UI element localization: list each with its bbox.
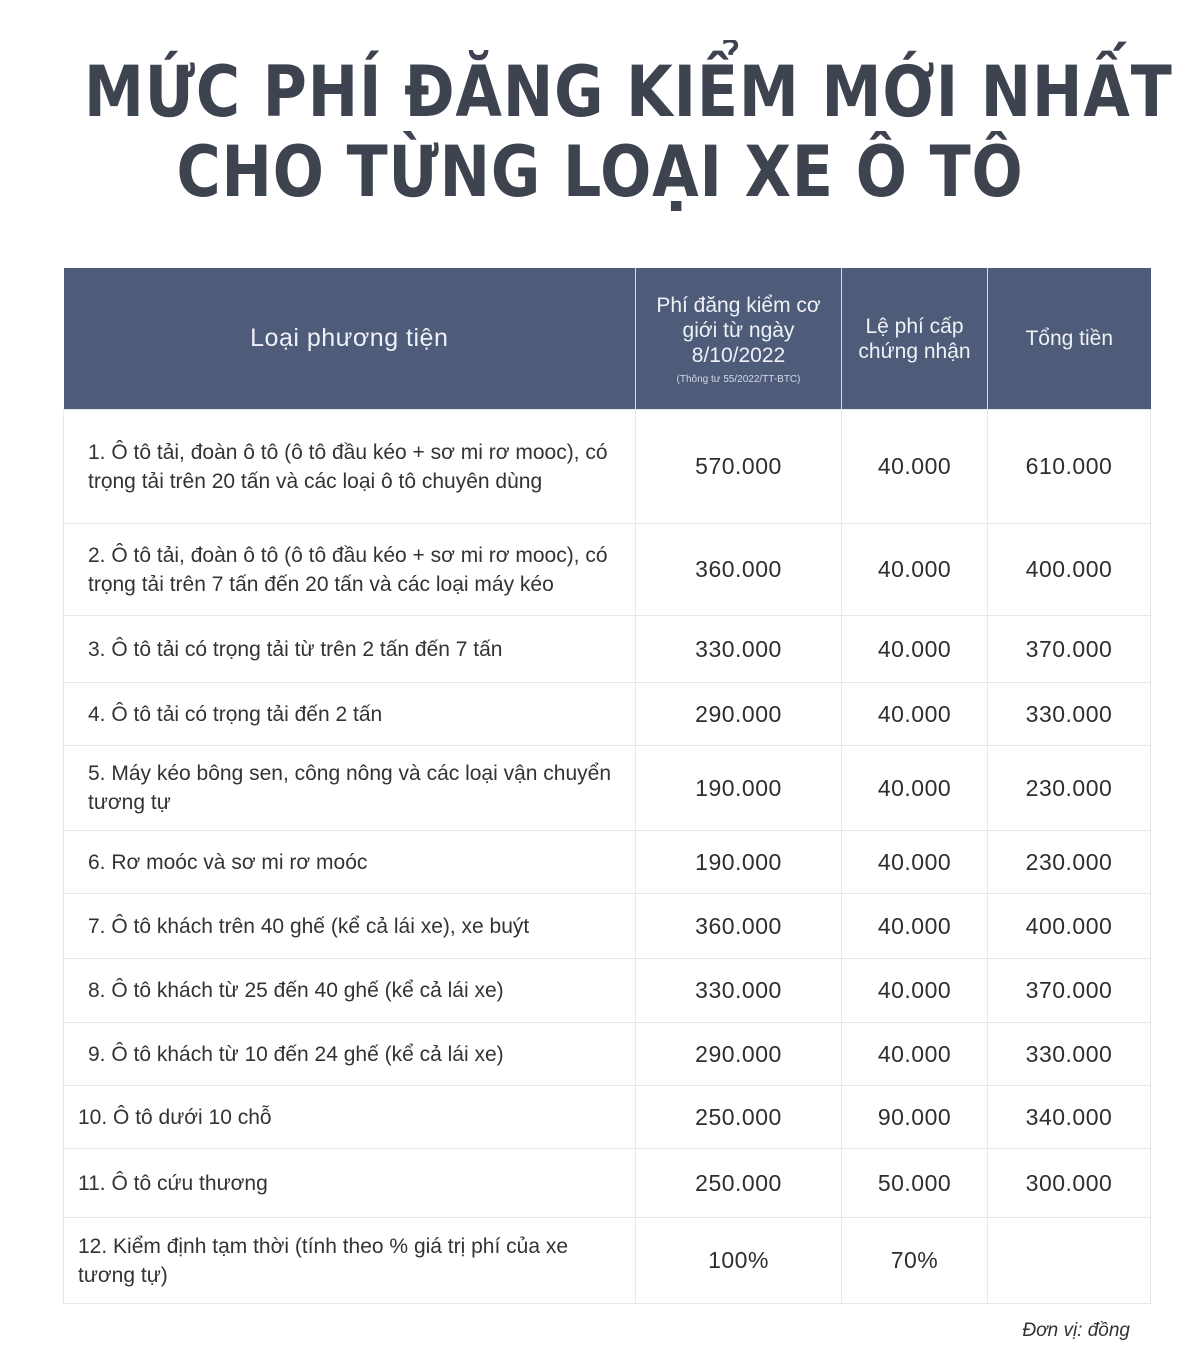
table-row	[64, 1218, 1151, 1304]
certificate-fee-cell: 40.000	[842, 524, 988, 616]
vehicle-type-cell: 7. Ô tô khách trên 40 ghế (kể cả lái xe), xe buýt	[64, 894, 636, 959]
total-cell: 300.000	[988, 1149, 1151, 1218]
total-cell: 370.000	[988, 616, 1151, 683]
vehicle-type-cell: 1. Ô tô tải, đoàn ô tô (ô tô đầu kéo + sơ mi rơ mooc), có trọng tải trên 20 tấn và các loại ô tô chuyên dùng	[64, 410, 636, 524]
unit-note: Đơn vị: đồng	[1022, 1320, 1130, 1341]
inspection-fee-cell: 290.000	[636, 1023, 842, 1086]
vehicle-type-cell: 11. Ô tô cứu thương	[64, 1149, 636, 1218]
vehicle-type-cell: 10. Ô tô dưới 10 chỗ	[64, 1086, 636, 1149]
vehicle-type-cell: 2. Ô tô tải, đoàn ô tô (ô tô đầu kéo + sơ mi rơ mooc), có trọng tải trên 7 tấn đến 20 tấn và các loại máy kéo	[64, 524, 636, 616]
title-line-2: CHO TỪNG LOẠI XE Ô TÔ	[176, 131, 1024, 213]
certificate-fee-cell: 40.000	[842, 894, 988, 959]
inspection-fee-cell: 290.000	[636, 683, 842, 746]
inspection-fee-cell: 100%	[636, 1218, 842, 1304]
table-row	[64, 1149, 1151, 1218]
total-cell: 400.000	[988, 524, 1151, 616]
table-row	[64, 959, 1151, 1023]
vehicle-type-cell: 3. Ô tô tải có trọng tải từ trên 2 tấn đến 7 tấn	[64, 616, 636, 683]
table-row	[64, 831, 1151, 894]
header-total: Tổng tiền	[988, 268, 1151, 410]
certificate-fee-cell: 40.000	[842, 1023, 988, 1086]
inspection-fee-cell: 360.000	[636, 894, 842, 959]
total-cell: 230.000	[988, 831, 1151, 894]
certificate-fee-cell: 50.000	[842, 1149, 988, 1218]
table-header-row	[64, 268, 1151, 410]
header-inspection-fee-note: (Thông tư 55/2022/TT-BTC)	[676, 373, 801, 385]
total-cell: 610.000	[988, 410, 1151, 524]
table-row	[64, 616, 1151, 683]
vehicle-type-cell: 8. Ô tô khách từ 25 đến 40 ghế (kể cả lái xe)	[64, 959, 636, 1023]
table-row	[64, 1023, 1151, 1086]
table-row	[64, 410, 1151, 524]
header-inspection-fee: Phí đăng kiểm cơ giới từ ngày 8/10/2022 (Thông tư 55/2022/TT-BTC)	[636, 268, 842, 410]
inspection-fee-cell: 190.000	[636, 746, 842, 831]
inspection-fee-cell: 330.000	[636, 616, 842, 683]
header-vehicle-type: Loại phương tiện	[64, 268, 636, 410]
vehicle-type-cell: 4. Ô tô tải có trọng tải đến 2 tấn	[64, 683, 636, 746]
vehicle-type-cell: 9. Ô tô khách từ 10 đến 24 ghế (kể cả lái xe)	[64, 1023, 636, 1086]
total-cell: 370.000	[988, 959, 1151, 1023]
page-title	[0, 52, 1200, 212]
certificate-fee-cell: 70%	[842, 1218, 988, 1304]
total-cell: 400.000	[988, 894, 1151, 959]
certificate-fee-cell: 40.000	[842, 616, 988, 683]
total-cell: 230.000	[988, 746, 1151, 831]
inspection-fee-cell: 330.000	[636, 959, 842, 1023]
certificate-fee-cell: 40.000	[842, 959, 988, 1023]
certificate-fee-cell: 40.000	[842, 831, 988, 894]
title-line-1: MỨC PHÍ ĐĂNG KIỂM MỚI NHẤT	[84, 51, 1173, 133]
table-row	[64, 1086, 1151, 1149]
total-cell: 330.000	[988, 683, 1151, 746]
table-row	[64, 746, 1151, 831]
certificate-fee-cell: 40.000	[842, 746, 988, 831]
inspection-fee-cell: 250.000	[636, 1086, 842, 1149]
certificate-fee-cell: 90.000	[842, 1086, 988, 1149]
inspection-fee-cell: 250.000	[636, 1149, 842, 1218]
table-row	[64, 683, 1151, 746]
table-row	[64, 894, 1151, 959]
table-row	[64, 524, 1151, 616]
vehicle-type-cell: 5. Máy kéo bông sen, công nông và các loại vận chuyển tương tự	[64, 746, 636, 831]
vehicle-type-cell: 6. Rơ moóc và sơ mi rơ moóc	[64, 831, 636, 894]
total-cell: 340.000	[988, 1086, 1151, 1149]
total-cell: 330.000	[988, 1023, 1151, 1086]
vehicle-type-cell: 12. Kiểm định tạm thời (tính theo % giá trị phí của xe tương tự)	[64, 1218, 636, 1304]
certificate-fee-cell: 40.000	[842, 410, 988, 524]
fee-table	[63, 268, 1151, 1304]
header-certificate-fee: Lệ phí cấp chứng nhận	[842, 268, 988, 410]
certificate-fee-cell: 40.000	[842, 683, 988, 746]
inspection-fee-cell: 570.000	[636, 410, 842, 524]
inspection-fee-cell: 360.000	[636, 524, 842, 616]
total-cell	[988, 1218, 1151, 1304]
inspection-fee-cell: 190.000	[636, 831, 842, 894]
